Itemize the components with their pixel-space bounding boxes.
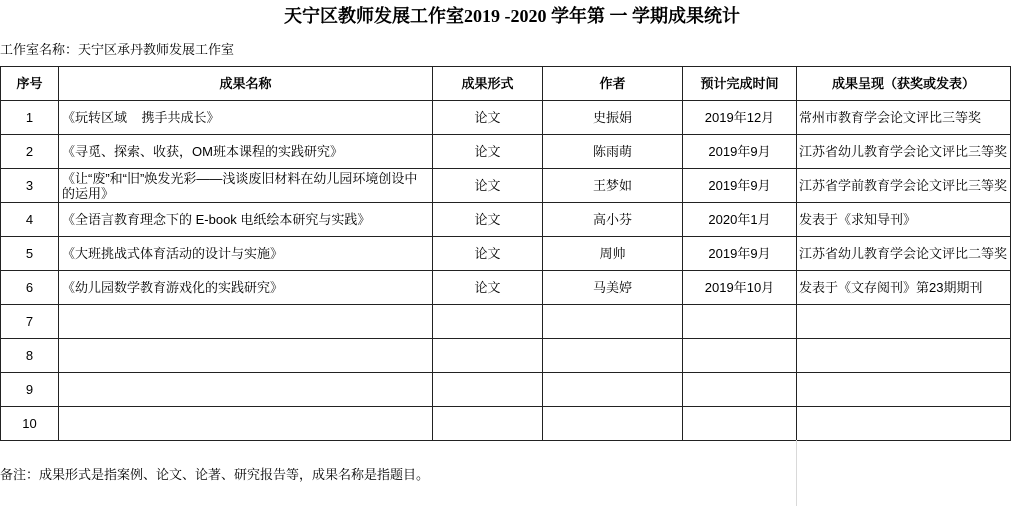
achievement-form-cell xyxy=(433,407,543,441)
header-author: 作者 xyxy=(543,67,683,101)
completion-time-cell: 2019年9月 xyxy=(683,135,797,169)
achievement-form-cell: 论文 xyxy=(433,271,543,305)
achievement-title-cell: 《大班挑战式体育活动的设计与实施》 xyxy=(59,237,433,271)
achievement-form-cell: 论文 xyxy=(433,135,543,169)
table-row xyxy=(1,169,1011,203)
completion-time-cell: 2019年9月 xyxy=(683,237,797,271)
header-no: 序号 xyxy=(1,67,59,101)
result-cell: 常州市教育学会论文评比三等奖 xyxy=(797,101,1011,135)
row-number-cell: 8 xyxy=(1,339,59,373)
completion-time-cell: 2020年1月 xyxy=(683,203,797,237)
header-time: 预计完成时间 xyxy=(683,67,797,101)
result-cell xyxy=(797,373,1011,407)
row-number-cell: 2 xyxy=(1,135,59,169)
result-cell xyxy=(797,407,1011,441)
achievement-form-cell: 论文 xyxy=(433,169,543,203)
achievement-title-cell: 《全语言教育理念下的 E-book 电纸绘本研究与实践》 xyxy=(59,203,433,237)
header-title: 成果名称 xyxy=(59,67,433,101)
results-table xyxy=(0,66,1011,441)
table-row xyxy=(1,203,1011,237)
achievement-form-cell: 论文 xyxy=(433,203,543,237)
author-cell: 王梦如 xyxy=(543,169,683,203)
header-result: 成果呈现（获奖或发表） xyxy=(797,67,1011,101)
row-number-cell: 4 xyxy=(1,203,59,237)
result-cell: 江苏省学前教育学会论文评比三等奖 xyxy=(797,169,1011,203)
achievement-form-cell xyxy=(433,305,543,339)
achievement-title-cell: 《幼儿园数学教育游戏化的实践研究》 xyxy=(59,271,433,305)
table-row xyxy=(1,373,1011,407)
table-row xyxy=(1,305,1011,339)
author-cell: 高小芬 xyxy=(543,203,683,237)
achievement-title-cell xyxy=(59,407,433,441)
completion-time-cell: 2019年10月 xyxy=(683,271,797,305)
table-row xyxy=(1,101,1011,135)
author-cell: 史振娟 xyxy=(543,101,683,135)
achievement-title-cell: 《玩转区域 携手共成长》 xyxy=(59,101,433,135)
completion-time-cell xyxy=(683,339,797,373)
row-number-cell: 3 xyxy=(1,169,59,203)
studio-name-line: 工作室名称：天宁区承丹教师发展工作室 xyxy=(0,42,235,57)
table-header-row xyxy=(1,67,1011,101)
completion-time-cell xyxy=(683,373,797,407)
author-cell xyxy=(543,339,683,373)
result-cell xyxy=(797,305,1011,339)
author-cell: 马美婷 xyxy=(543,271,683,305)
row-number-cell: 10 xyxy=(1,407,59,441)
row-number-cell: 7 xyxy=(1,305,59,339)
completion-time-cell xyxy=(683,305,797,339)
achievement-title-cell xyxy=(59,339,433,373)
author-cell: 周帅 xyxy=(543,237,683,271)
author-cell xyxy=(543,373,683,407)
achievement-title-cell xyxy=(59,373,433,407)
row-number-cell: 9 xyxy=(1,373,59,407)
table-row xyxy=(1,135,1011,169)
achievement-form-cell xyxy=(433,373,543,407)
author-cell xyxy=(543,407,683,441)
sheet-gridline xyxy=(796,440,797,506)
achievement-title-cell: 《让“废”和“旧”焕发光彩——浅谈废旧材料在幼儿园环境创设中的运用》 xyxy=(59,169,433,203)
row-number-cell: 6 xyxy=(1,271,59,305)
achievement-form-cell: 论文 xyxy=(433,237,543,271)
achievement-form-cell xyxy=(433,339,543,373)
page-title: 天宁区教师发展工作室2019 -2020 学年第 一 学期成果统计 xyxy=(284,6,740,26)
header-form: 成果形式 xyxy=(433,67,543,101)
result-cell: 发表于《文存阅刊》第23期期刊 xyxy=(797,271,1011,305)
achievement-form-cell: 论文 xyxy=(433,101,543,135)
completion-time-cell xyxy=(683,407,797,441)
completion-time-cell: 2019年9月 xyxy=(683,169,797,203)
result-cell: 发表于《求知导刊》 xyxy=(797,203,1011,237)
author-cell: 陈雨萌 xyxy=(543,135,683,169)
result-cell xyxy=(797,339,1011,373)
completion-time-cell: 2019年12月 xyxy=(683,101,797,135)
row-number-cell: 1 xyxy=(1,101,59,135)
result-cell: 江苏省幼儿教育学会论文评比三等奖 xyxy=(797,135,1011,169)
row-number-cell: 5 xyxy=(1,237,59,271)
remark-note: 备注：成果形式是指案例、论文、论著、研究报告等，成果名称是指题目。 xyxy=(0,467,430,482)
table-row xyxy=(1,237,1011,271)
table-row xyxy=(1,407,1011,441)
achievement-title-cell: 《寻觅、探索、收获，OM班本课程的实践研究》 xyxy=(59,135,433,169)
result-cell: 江苏省幼儿教育学会论文评比二等奖 xyxy=(797,237,1011,271)
author-cell xyxy=(543,305,683,339)
achievement-title-cell xyxy=(59,305,433,339)
table-row xyxy=(1,271,1011,305)
table-row xyxy=(1,339,1011,373)
